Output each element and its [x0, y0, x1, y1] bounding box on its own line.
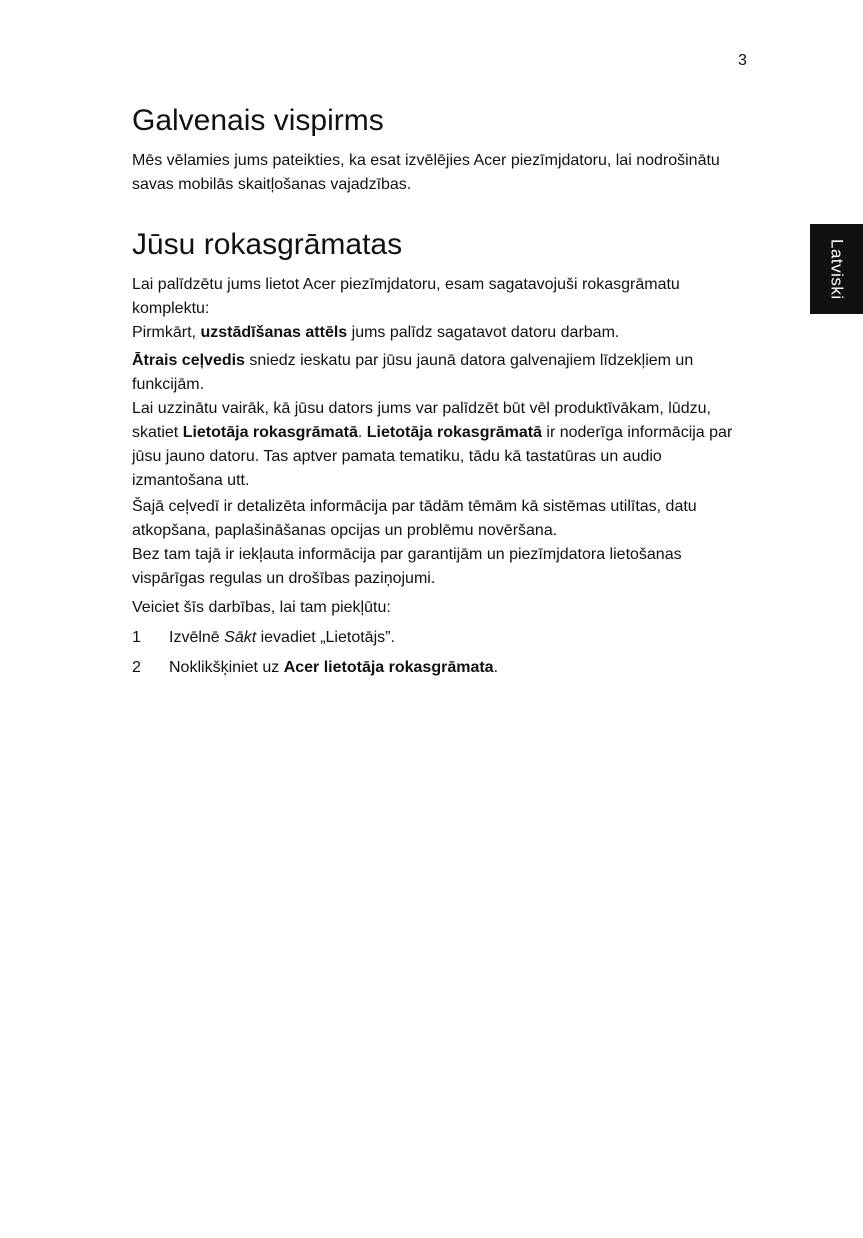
intro-paragraph: Mēs vēlamies jums pateikties, ka esat izvēlējies Acer piezīmjdatoru, lai nodrošinātu savas mobilās skaitļošanas vajadzības.	[132, 152, 720, 193]
text-run: ievadiet „Lietotājs”.	[256, 629, 395, 646]
text-run: jums palīdz sagatavot datoru darbam.	[347, 324, 620, 341]
text-run: Noklikšķiniet uz	[169, 659, 284, 676]
bold-run: uzstādīšanas attēls	[200, 324, 348, 341]
page-number: 3	[738, 52, 747, 69]
paragraph-user-guide	[132, 397, 752, 493]
paragraph-access-steps: Veiciet šīs darbības, lai tam piekļūtu:	[132, 599, 391, 616]
paragraph-warranty: Bez tam tajā ir iekļauta informācija par garantijām un piezīmjdatora lietošanas vispārīgas regulas un drošības paziņojumi.	[132, 546, 682, 587]
text-run: Pirmkārt,	[132, 324, 201, 341]
text-run: .	[357, 424, 367, 441]
bold-run: Lietotāja rokasgrāmatā	[182, 424, 358, 441]
step-number: 2	[132, 659, 141, 676]
bold-run: Lietotāja rokasgrāmatā	[366, 424, 542, 441]
section-title-galvenais: Galvenais vispirms	[132, 104, 384, 137]
step-number: 1	[132, 629, 141, 646]
paragraph-guide-details: Šajā ceļvedī ir detalizēta informācija par tādām tēmām kā sistēmas utilītas, datu atkopšana, paplašināšanas opcijas un problēmu novēršana.	[132, 498, 697, 539]
section-title-rokasgramatas: Jūsu rokasgrāmatas	[132, 228, 403, 261]
paragraph-quick-guide	[132, 349, 752, 397]
text-run: Izvēlnē	[169, 629, 225, 646]
language-tab-label: Latviski	[827, 238, 847, 300]
step-1	[132, 626, 395, 650]
paragraph-setup-poster	[132, 321, 752, 345]
paragraph-manuals-intro: Lai palīdzētu jums lietot Acer piezīmjdatoru, esam sagatavojuši rokasgrāmatu komplektu:	[132, 276, 680, 317]
italic-run: Sākt	[224, 629, 257, 646]
text-run: Lai uzzinātu vairāk, kā jūsu dators jums var palīdzēt būt vēl produktīvākam, lūdzu, skatiet	[132, 400, 711, 441]
step-2	[132, 656, 498, 680]
bold-run: Ātrais ceļvedis	[132, 352, 245, 369]
language-tab	[810, 224, 863, 314]
text-run: sniedz ieskatu par jūsu jaunā datora galvenajiem līdzekļiem un funkcijām.	[132, 352, 694, 393]
text-run: ir noderīga informācija par jūsu jauno datoru. Tas aptver pamata tematiku, tādu kā tastatūras un audio izmantošana utt.	[132, 424, 733, 489]
bold-run: Acer lietotāja rokasgrāmata	[283, 659, 494, 676]
text-run: .	[493, 659, 499, 676]
